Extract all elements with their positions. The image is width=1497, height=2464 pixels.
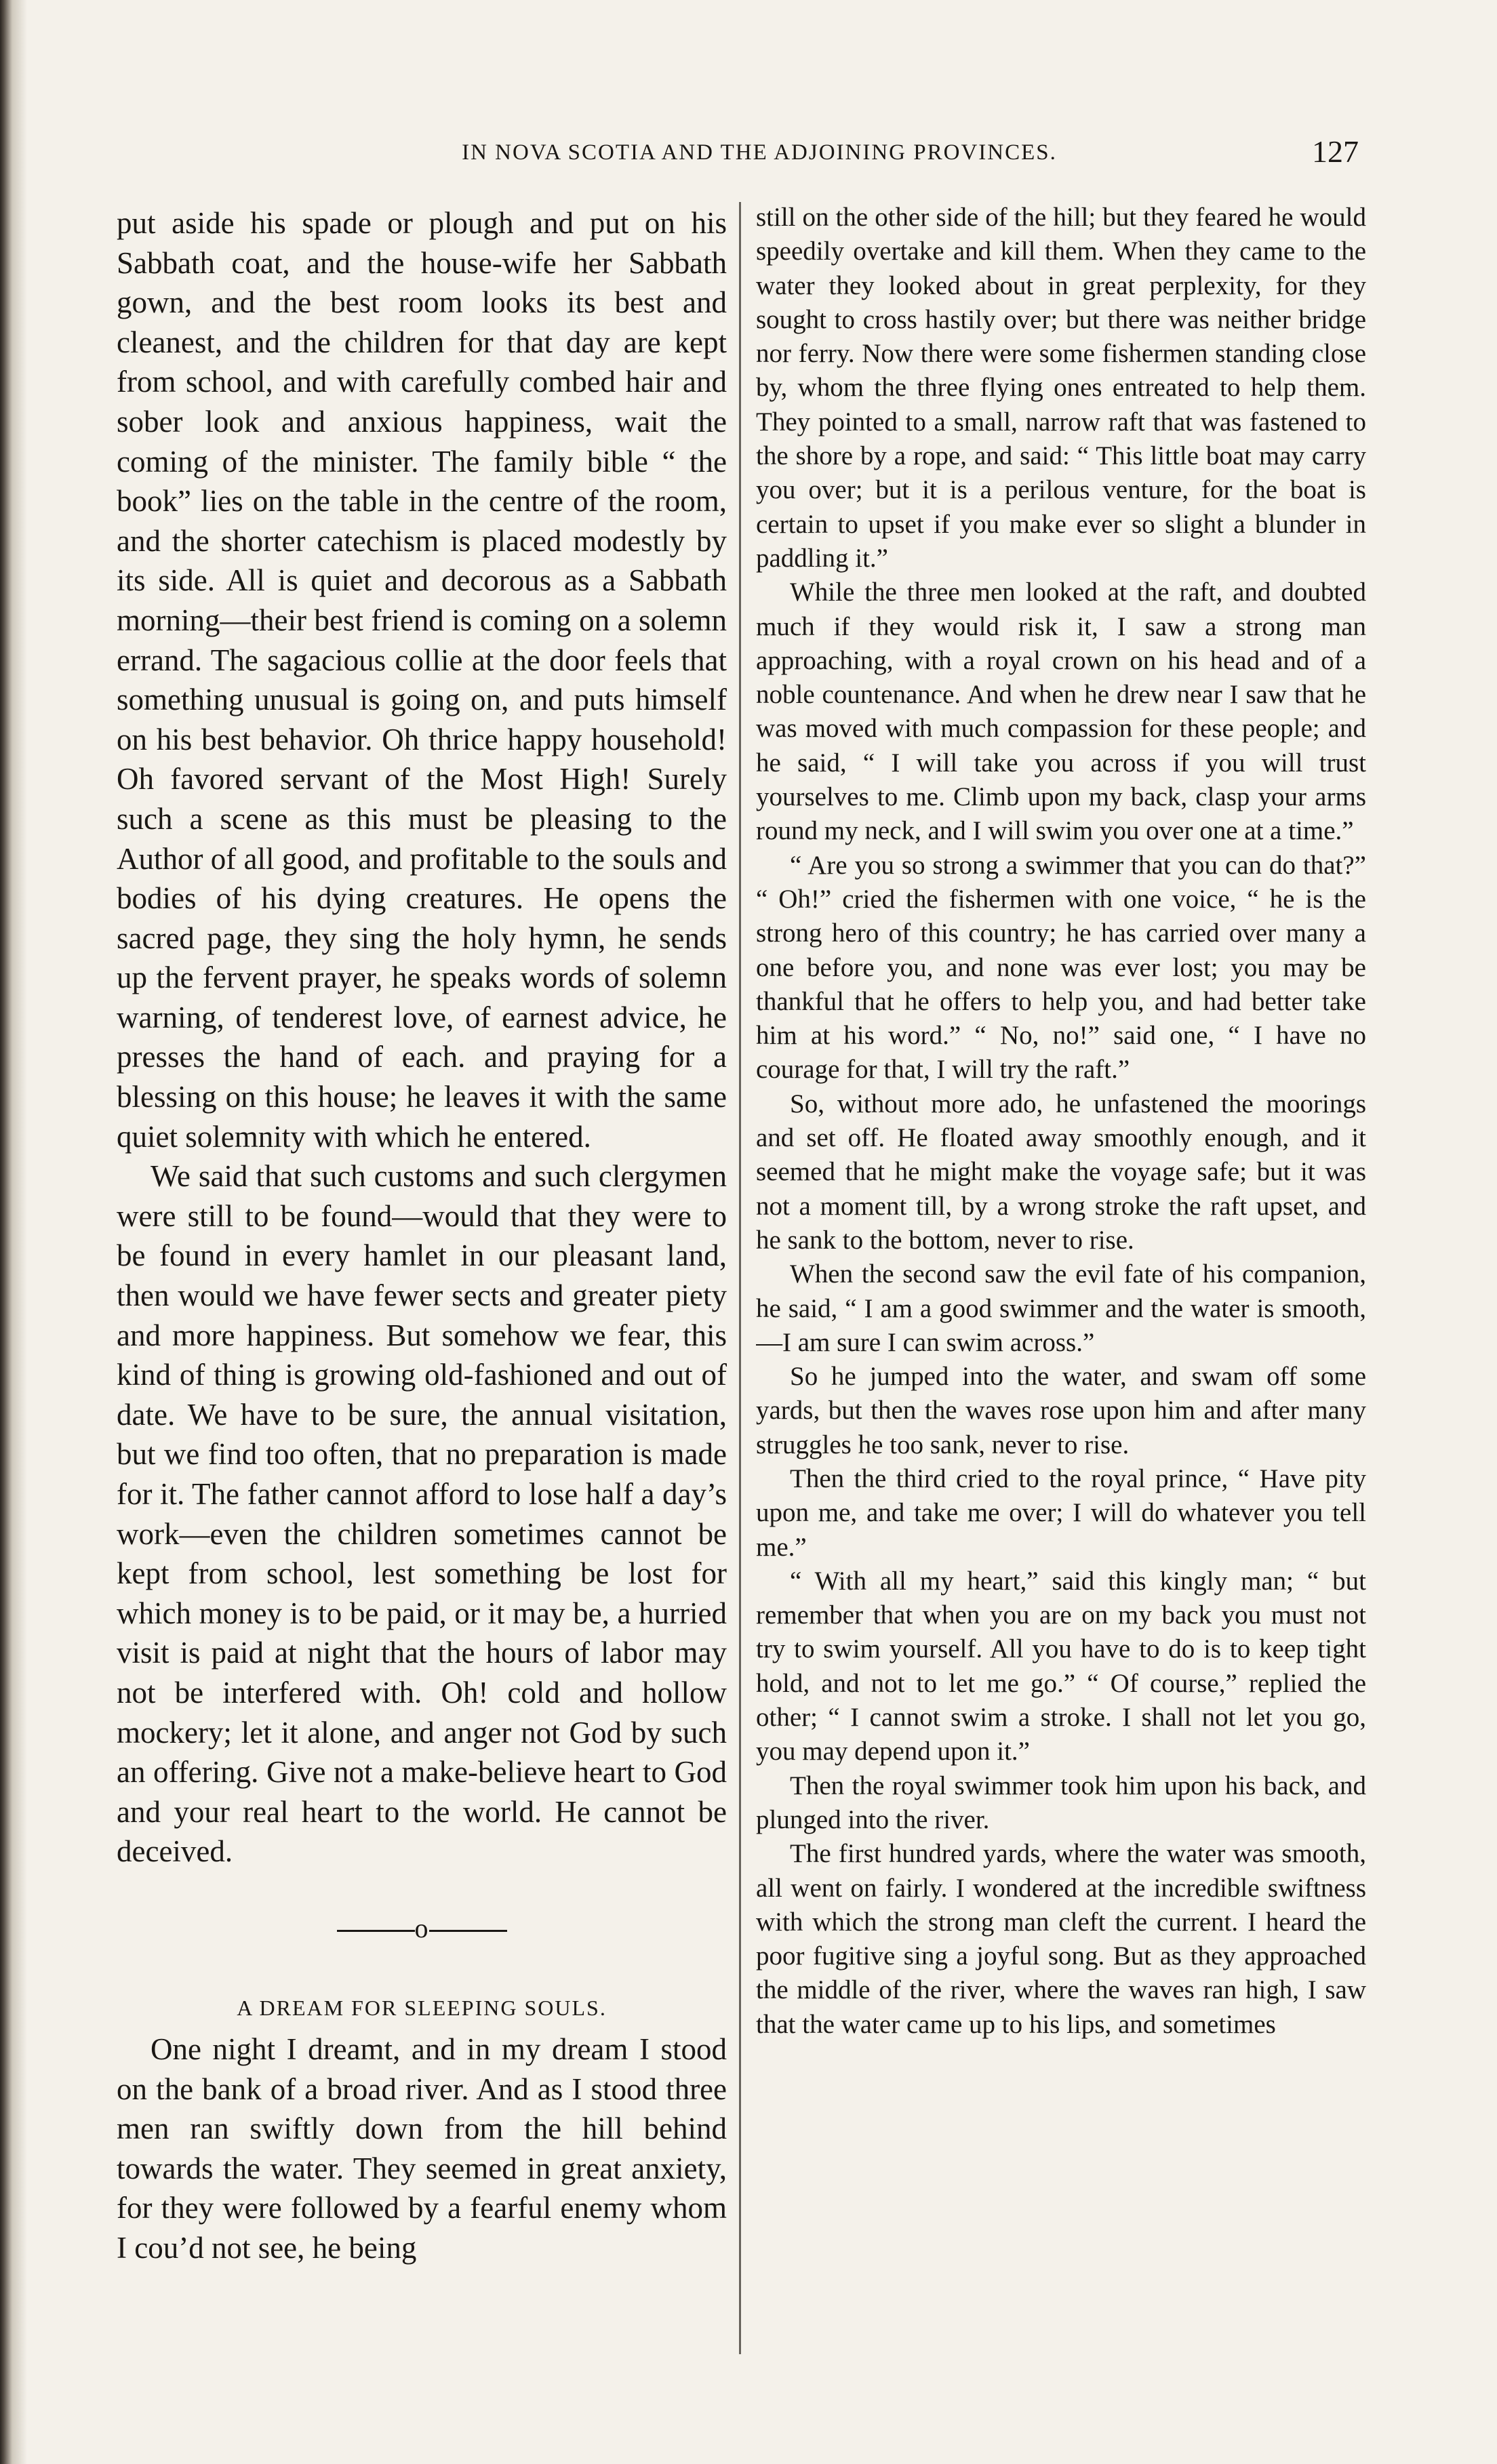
paragraph-plunged: Then the royal swimmer took him upon his back, and plunged into the river. — [756, 1771, 1366, 1834]
section-title: A DREAM FOR SLEEPING SOULS. — [237, 1995, 607, 2020]
right-column — [756, 201, 1366, 2458]
paragraph-third-man: Then the third cried to the royal prince, “ Have pity upon me, and take me over; I will do whatever you tell me.” — [756, 1463, 1366, 1562]
left-column — [117, 203, 727, 2461]
paragraph-second-sinks: So he jumped into the water, and swam off some yards, but then the waves rose upon him and after many struggles he too sank, never to rise. — [756, 1362, 1366, 1459]
paragraph-first-hundred-yards: The first hundred yards, where the water was smooth, all went on fairly. I wondered at the incredible swiftness with which the strong man cleft the current. I heard the poor fugitive sing a joyful song. But as they approached the middle of the river, where the waves ran high, I saw that the water came up to his lips, and sometimes — [756, 1839, 1366, 2039]
paragraph-second-man: When the second saw the evil fate of his companion, he said, “ I am a good swimmer and the water is smooth,—I am sure I can swim across.” — [756, 1259, 1366, 1357]
paragraph-strong-swimmer: “ Are you so strong a swimmer that you can do that?” “ Oh!” cried the fishermen with one voice, “ he is the strong hero of this country; he has carried over many a one before you, and none was ever lost; you may be thankful that he offers to help you, and had better take him at his word.” “ No, no!” said one, “ I have no courage for that, I will try the raft.” — [756, 850, 1366, 1085]
divider-ornament: o — [414, 1912, 429, 1943]
divider-rule-left — [337, 1930, 415, 1932]
paragraph-sabbath-visit: put aside his spade or plough and put on his Sabbath coat, and the house-wife her Sabbath gown, and the best room looks its best and cleanest, and the children for that day are kept from school, and with carefully combed hair and sober look and anxious happiness, wait the coming of the minister. The family bible “ the book” lies on the table in the centre of the room, and the shorter catechism is placed modestly by its side. All is quiet and decorous as a Sabbath morning—their best friend is coming on a solemn errand. The sagacious collie at the door feels that something unusual is going on, and puts himself on his best behavior. Oh thrice happy household! Oh favored servant of the Most High! Surely such a scene as this must be pleasing to the Author of all good, and profitable to the souls and bodies of his dying creatures. He opens the sacred page, they sing the holy hymn, he sends up the fervent prayer, he speaks words of solemn warning, of tenderest love, of earnest advice, he presses the hand of each. and praying for a blessing on this house; he leaves it with the same quiet solemnity with which he entered. — [117, 206, 727, 1154]
paragraph-royal-man: While the three men looked at the raft, and doubted much if they would risk it, I saw a strong man approaching, with a royal crown on his head and of a noble countenance. And when he drew near I saw that he was moved with much compassion for these people; and he said, “ I will take you across if you will trust yourselves to me. Climb upon my back, clasp your arms round my neck, and I will swim you over one at a time.” — [756, 578, 1366, 846]
section-divider — [117, 1909, 727, 1948]
divider-rule-right — [429, 1930, 507, 1932]
paragraph-customs: We said that such customs and such clergymen were still to be found—would that they were to be found in every hamlet in our pleasant land, then would we have fewer sects and greater piety and more happiness. But somehow we fear, this kind of thing is growing old-fashioned and out of date. We have to be sure, the annual visitation, but we find too often, that no preparation is made for it. The father cannot afford to lose half a day’s work—even the children sometimes cannot be kept from school, lest something be lost for which money is to be paid, or it may be, a hurried visit is paid at night that the hours of labor may not be interfered with. Oh! cold and hollow mockery; let it alone, and anger not God by such an offering. Give not a make-believe heart to God and your real heart to the world. He cannot be deceived. — [117, 1159, 727, 1869]
paragraph-fishermen: still on the other side of the hill; but they feared he would speedily overtake and kill them. When they came to the water they looked about in great perplexity, for they sought to cross hastily over; but there was neither bridge nor ferry. Now there were some fishermen standing close by, whom the three flying ones entreated to help them. They pointed to a small, narrow raft that was fastened to the shore by a rope, and said: “ This little boat may carry you over; but it is a perilous venture, for the boat is certain to upset if you make ever so slight a blunder in paddling it.” — [756, 203, 1366, 573]
column-rule — [739, 202, 741, 2354]
paragraph-with-all-my-heart: “ With all my heart,” said this kingly man; “ but remember that when you are on my back you must not try to swim yourself. All you have to do is to keep tight hold, and not to let me go.” “ Of course,” replied the other; “ I cannot swim a stroke. I shall not let you go, you may depend upon it.” — [756, 1566, 1366, 1766]
paragraph-dream-intro: One night I dreamt, and in my dream I stood on the bank of a broad river. And as I stood three men ran swiftly down from the hill behind towards the water. They seemed in great anxiety, for they were followed by a fearful enemy whom I cou’d not see, he being — [117, 2032, 727, 2265]
page-number: 127 — [1312, 134, 1359, 169]
book-spine-shadow — [0, 0, 27, 2464]
paragraph-raft: So, without more ado, he unfastened the moorings and set off. He floated away smoothly enough, and it seemed that he might make the voyage safe; but it was not a moment till, by a wrong stroke the raft upset, and he sank to the bottom, never to rise. — [756, 1089, 1366, 1255]
running-head: IN NOVA SCOTIA AND THE ADJOINING PROVINCES. — [462, 140, 1057, 165]
